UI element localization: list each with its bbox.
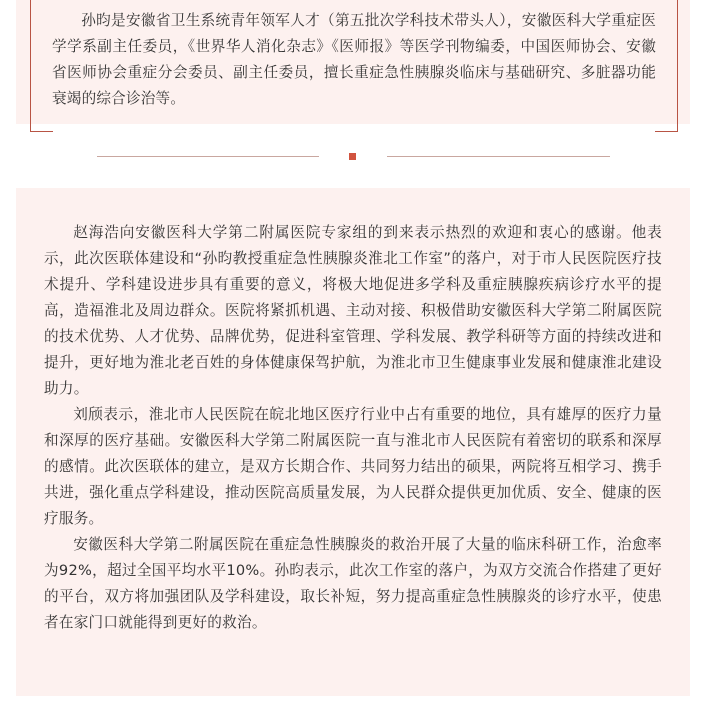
article-paragraph-2: 刘颀表示，淮北市人民医院在皖北地区医疗行业中占有重要的地位，具有雄厚的医疗力量和深厚的医疗基础。安徽医科大学第二附属医院一直与淮北市人民医院有着密切的联系和深厚的感情。此次医联体的建立，是双方长期合作、共同努力结出的硕果，两院将互相学习、携手共进，强化重点学科建设，推动医院高质量发展，为人民群众提供更加优质、安全、健康的医疗服务。 — [44, 406, 662, 527]
article-body — [44, 220, 662, 636]
divider-line-left — [97, 156, 319, 157]
article-paragraph-1: 赵海浩向安徽医科大学第二附属医院专家组的到来表示热烈的欢迎和衷心的感谢。他表示，此次医联体建设和“孙昀教授重症急性胰腺炎淮北工作室”的落户，对于市人民医院医疗技术提升、学科建设进步具有重要的意义，将极大地促进多学科及重症胰腺疾病诊疗水平的提高，造福淮北及周边群众。医院将紧抓机遇、主动对接、积极借助安徽医科大学第二附属医院的技术优势、人才优势、品牌优势，促进科室管理、学科发展、教学科研等方面的持续改进和提升，更好地为淮北老百姓的身体健康保驾护航，为淮北市卫生健康事业发展和健康淮北建设助力。 — [44, 224, 662, 397]
article-paragraph-3: 安徽医科大学第二附属医院在重症急性胰腺炎的救治开展了大量的临床科研工作，治愈率为92%，超过全国平均水平10%。孙昀表示，此次工作室的落户，为双方交流合作搭建了更好的平台，双方将加强团队及学科建设，取长补短，努力提高重症急性胰腺炎的诊疗水平，使患者在家门口就能得到更好的救治。 — [44, 536, 662, 631]
divider-dot — [349, 153, 356, 160]
bio-paragraph: 孙昀是安徽省卫生系统青年领军人才（第五批次学科技术带头人），安徽医科大学重症医学学系副主任委员，《世界华人消化杂志》《医师报》等医学刊物编委，中国医师协会、安徽省医师协会重症分会委员、副主任委员，擅长重症急性胰腺炎临床与基础研究、多脏器功能衰竭的综合诊治等。 — [52, 12, 656, 107]
bio-frame-gap — [53, 127, 655, 135]
divider-line-right — [387, 156, 610, 157]
